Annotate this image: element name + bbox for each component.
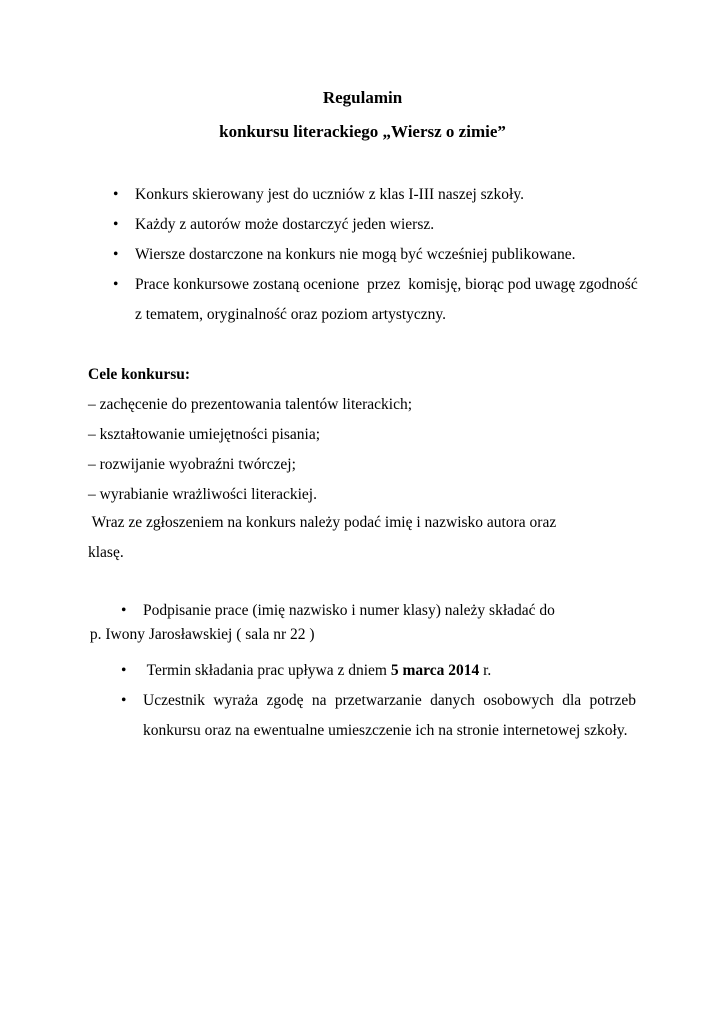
bullet-icon: • bbox=[121, 692, 127, 709]
goal-item: – kształtowanie umiejętności pisania; bbox=[88, 426, 321, 443]
rule-item bbox=[113, 240, 645, 270]
bullet-icon: • bbox=[113, 246, 119, 263]
bullet-icon: • bbox=[121, 662, 127, 679]
rule-text: Każdy z autorów może dostarczyć jeden wiersz. bbox=[135, 216, 435, 233]
consent-item bbox=[121, 686, 636, 746]
rule-text: Wiersze dostarczone na konkurs nie mogą być wcześniej publikowane. bbox=[135, 246, 576, 263]
consent-text: Uczestnik wyraża zgodę na przetwarzanie danych osobowych dla potrzeb konkursu oraz na ewentualne umieszczenie ich na stronie internetowej szkoły. bbox=[143, 692, 636, 739]
goal-item: – rozwijanie wyobraźni twórczej; bbox=[88, 456, 296, 473]
deadline-prefix: Termin składania prac upływa z dniem bbox=[143, 662, 391, 679]
rule-item bbox=[113, 180, 645, 210]
submission-text: Podpisanie prace (imię nazwisko i numer klasy) należy składać do bbox=[143, 602, 555, 619]
rule-text: Konkurs skierowany jest do uczniów z klas I-III naszej szkoły. bbox=[135, 186, 524, 203]
deadline-date: 5 marca 2014 bbox=[390, 662, 480, 679]
submission-list-continued bbox=[121, 656, 636, 746]
goals-heading: Cele konkursu: bbox=[88, 366, 191, 383]
document-title: Regulamin bbox=[322, 88, 403, 107]
bullet-icon: • bbox=[113, 216, 119, 233]
submission-item bbox=[121, 596, 643, 626]
deadline-item bbox=[121, 656, 636, 686]
rule-item bbox=[113, 270, 645, 330]
submission-contact: p. Iwony Jarosławskiej ( sala nr 22 ) bbox=[86, 626, 315, 643]
rule-text: Prace konkursowe zostaną ocenione przez komisję, biorąc pod uwagę zgodność z tematem, oryginalność oraz poziom artystyczny. bbox=[135, 276, 642, 323]
goal-item: – wyrabianie wrażliwości literackiej. bbox=[88, 486, 317, 503]
goal-item: – zachęcenie do prezentowania talentów literackich; bbox=[88, 396, 413, 413]
bullet-icon: • bbox=[113, 186, 119, 203]
rules-list bbox=[113, 180, 645, 330]
rule-item bbox=[113, 210, 645, 240]
entry-note: Wraz ze zgłoszeniem na konkurs należy podać imię i nazwisko autora oraz bbox=[88, 514, 557, 531]
bullet-icon: • bbox=[113, 276, 119, 293]
document-subtitle: konkursu literackiego „Wiersz o zimie” bbox=[219, 122, 506, 141]
deadline-suffix: r. bbox=[479, 662, 492, 679]
submission-list bbox=[121, 596, 643, 626]
bullet-icon: • bbox=[121, 602, 127, 619]
entry-note-continued: klasę. bbox=[88, 544, 124, 561]
